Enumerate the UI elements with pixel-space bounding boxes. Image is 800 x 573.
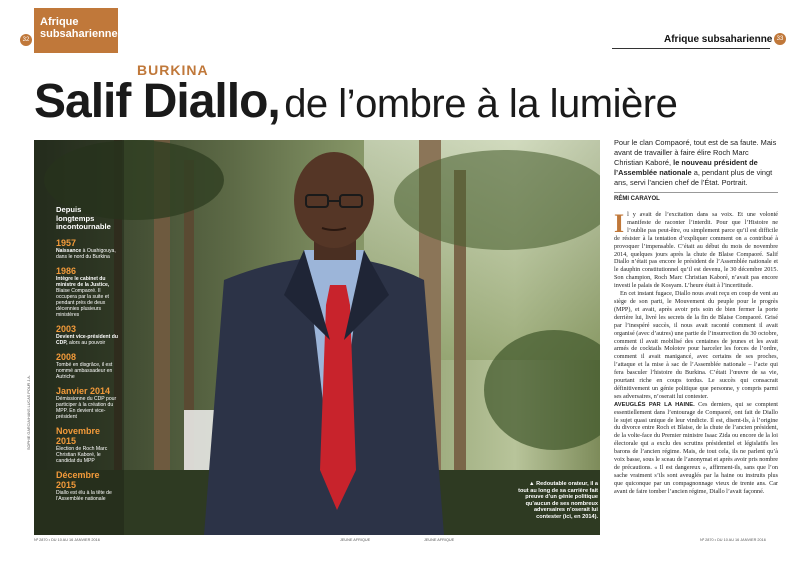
header-rule-right — [612, 48, 770, 49]
section-label-right: Afrique subsaharienne — [664, 34, 773, 45]
timeline-text — [56, 248, 118, 260]
paragraph-text: Ces derniers, qui se comptent essentiellement dans l’entourage de Compaoré, ont fait de Diallo le sujet quasi unique de leur vindicte. Il est, disent-ils, à l’origine du divorce entre Roch et Blaise, de la chute de l’ancien président, de la volte-face du Premier ministre Isaac Zida ou encore de la loi électorale qui a exclu des scrutins présidentiel et législatifs les barons de l’ancien régime. Mais, de tout cela, ils ne parlent qu’à voix basse, sous le sceau de l’anonymat et après avoir pris nombre de précautions. « Il est dangereux », affirment-ils, sans que l’on sache vraiment s’ils sont aveuglés par la haine ou instruits plus que quiconque par un compagnonnage vieux de trente ans. Car avant de faire tomber l’ancien régime, Diallo l’avait façonné. — [614, 401, 778, 495]
article-body — [614, 209, 778, 497]
section-label-left: Afrique subsaharienne — [40, 16, 118, 40]
timeline-text — [56, 334, 118, 346]
timeline-text-bold: Devient vice-président du CDP, — [56, 333, 118, 346]
footer-left: Nº 2870 • DU 10 AU 16 JANVIER 2016 — [34, 538, 100, 542]
author-rule — [614, 192, 778, 193]
timeline-text-body: Démissionne du CDP pour participer à la création du MPP. En devient vice-président — [56, 395, 117, 420]
timeline-text-bold: Intègre le cabinet du ministre de la Justice, — [56, 275, 110, 288]
standfirst-end: a, pendant plus de vingt ans, servi l’ancien chef de l’État. Portrait. — [614, 168, 773, 187]
timeline-text — [56, 490, 118, 502]
page-number-left: 32 — [20, 34, 32, 46]
timeline-title: Depuis longtemps incontournable — [56, 205, 111, 231]
paragraph-text: l y avait de l’excitation dans sa voix. Et une volonté manifeste de raconter l’interdit. Pour que l’Histoire ne l’oublie pas peut-être, ou simplement parce qu’il est difficile de résister à la tentation d’expliquer comment on a contribué à provoquer l’impensable. C’était au début du mois de novembre 2014, quelques jours après la chute de Blaise Compaoré. Salif Diallo n’était pas encore le président de l’Assemblée nationale et le dauphin constitutionnel qu’il est devenu, le 30 décembre 2015. Son champion, Roch Marc Christian Kaboré, n’avait pas encore investi le palais de Kosyam. L’heure était à l’incertitude. — [614, 212, 778, 290]
section-tab-left — [34, 8, 118, 52]
footer-center-left: JEUNE AFRIQUE — [340, 538, 371, 542]
timeline-text — [56, 446, 118, 464]
timeline-text — [56, 276, 118, 318]
timeline-text — [56, 396, 118, 420]
timeline-text-body: Tombé en disgrâce, il est nommé ambassadeur en Autriche — [56, 361, 113, 380]
paragraph — [614, 209, 778, 291]
paragraph-text: En cet instant fugace, Diallo nous avait reçu en coup de vent au siège de son parti, le Mouvement du peuple pour le progrès (MPP), et avait, après avoir pris soin de bien fermer la porte derrière lui, livré les secrets de la fin de Blaise Compaoré. Grisé par l’inespéré succès, il nous avait raconté comment il avait organisé (avec d’autres) une partie de l’insurrection du 30 octobre, comment il avait mobilisé des centaines de jeunes et les avait armés de cocktails Molotov pour harceler les forces de l’ordre, comment il avait manigancé, avec certains de ses proches, l’attaque et la mise à sac de l’Assemblée nationale – l’acte qui fera basculer l’histoire du Burkina. C’était l’œuvre de sa vie, pourtant riche en coups tordus. Le succès qui consacrait définitivement un génie politique que personne, y compris parmi ses adversaires, n’oserait lui contester. — [614, 291, 778, 400]
portrait-illustration — [34, 140, 600, 535]
paragraph — [614, 291, 778, 402]
timeline-text — [56, 362, 118, 380]
headline — [34, 75, 678, 128]
timeline-year: Janvier 2014 — [56, 385, 111, 396]
header-rule-left — [34, 52, 118, 53]
standfirst-bold: le nouveau président de l’Assemblée nationale — [614, 158, 758, 177]
drop-cap: I — [614, 209, 625, 238]
timeline-year: 1957 — [56, 237, 77, 248]
timeline-year: 1986 — [56, 265, 77, 276]
caption-triangle-icon: ▲ — [529, 481, 537, 487]
timeline-text-body: Blaise Compaoré. Il occupera par la suite et pendant près de deux décennies plusieurs ministères — [56, 287, 109, 318]
headline-light: de l’ombre à la lumière — [284, 82, 678, 126]
timeline-year: 2003 — [56, 323, 77, 334]
standfirst-start: Pour le clan Compaoré, tout est de sa faute. Mais avant de travailler à faire élire Roch Marc Christian Kaboré, — [614, 138, 777, 167]
timeline-year: Novembre 2015 — [56, 425, 101, 446]
author: RÉMI CARAYOL — [614, 196, 660, 202]
standfirst — [614, 138, 778, 188]
page-number-right: 33 — [774, 33, 786, 45]
portrait-photo — [34, 140, 600, 535]
photo-caption-text: Redoutable orateur, il a tout au long de sa carrière fait preuve d’un génie politique qu’aucun de ses nombreux adversaires n’oserait lui contester (ici, en 2014). — [518, 481, 598, 520]
photo-credit: SOPHIE GARCIA/HANS LUCAS POUR J.A. — [27, 375, 31, 450]
timeline-text-body: Diallo est élu à la tête de l’Assemblée nationale — [56, 489, 112, 502]
footer-center-right: JEUNE AFRIQUE — [424, 538, 455, 542]
footer-right: Nº 2870 • DU 10 AU 16 JANVIER 2016 — [700, 538, 766, 542]
headline-bold: Salif Diallo, — [34, 75, 280, 128]
kicker: BURKINA — [137, 62, 209, 78]
timeline-sidebar — [56, 206, 118, 502]
timeline-text-body: alors au pouvoir — [68, 339, 106, 346]
timeline-text-bold: Naissance — [56, 247, 82, 254]
paragraph — [614, 402, 778, 497]
subhead: AVEUGLÉS PAR LA HAINE. — [614, 401, 695, 408]
timeline-text-body: Élection de Roch Marc Christian Kaboré, le candidat du MPP — [56, 445, 108, 464]
timeline-text-body: à Ouahigouya, dans le nord du Burkina — [56, 247, 116, 260]
photo-caption — [518, 481, 598, 520]
timeline-year: 2008 — [56, 351, 77, 362]
timeline-year: Décembre 2015 — [56, 469, 100, 490]
